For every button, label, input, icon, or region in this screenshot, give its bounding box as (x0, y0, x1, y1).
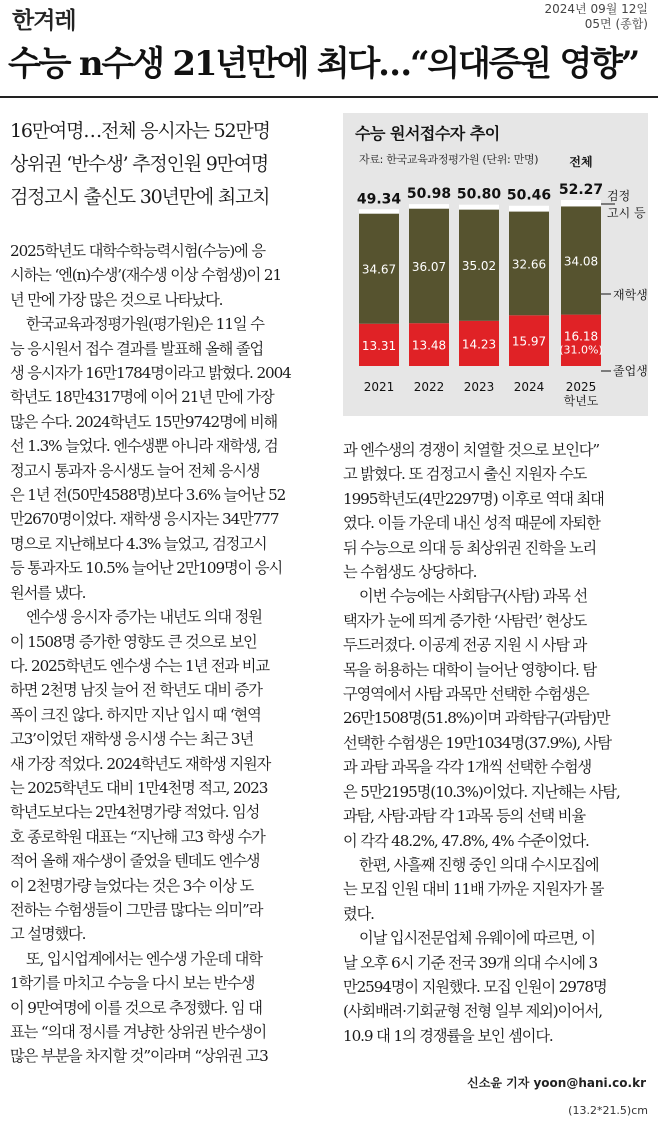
article-line: 정고시 통과자 응시생도 늘어 전체 응시생 (10, 461, 260, 480)
article-line: 뒤 수능으로 의대 등 최상위권 진학을 노리 (343, 538, 597, 557)
article-line: 만2670명이었다. 재학생 응시자는 34만777 (10, 510, 279, 529)
article-line: 이 각각 48.2%, 47.8%, 4% 수준이었다. (343, 831, 589, 850)
legend-enrolled: 재학생 (613, 288, 648, 302)
article-line: 과 엔수생의 경쟁이 치열할 것으로 보인다” (343, 441, 600, 459)
article-line: 한편, 사흘째 진행 중인 의대 수시모집에 (359, 855, 599, 874)
article-line: 등 통과자도 10.5% 늘어난 2만109명이 응시 (10, 559, 283, 578)
article-line: 호 종로학원 대표는 “지난해 고3 학생 수가 (10, 827, 265, 846)
article-line: 이날 입시전문업체 유웨이에 따르면, 이 (359, 929, 595, 948)
article-line: 고3’이었던 재학생 응시생 수는 최근 3년 (10, 730, 254, 749)
x-tick-label: 2022 (413, 380, 445, 394)
label-enrolled: 35.02 (461, 259, 497, 274)
article-line: 전하는 수험생들이 그만큼 많다는 의미”라 (10, 900, 263, 919)
article-line: 는 2025학년도 대비 1만4천명 적고, 2023 (10, 778, 268, 797)
article-line: 날 오후 6시 기준 전국 39개 의대 수시에 3 (343, 953, 598, 972)
headline: 수능 n수생 21년만에 최다…“의대증원 영향” (8, 44, 639, 84)
article-line: 시하는 ‘엔(n)수생’(재수생 이상 수험생)이 21 (10, 266, 282, 285)
article-line: 만2594명이 지원했다. 모집 인원이 2978명 (343, 977, 607, 996)
bar-ged (409, 204, 449, 209)
article-line: 택자가 눈에 띄게 증가한 ‘사탐런’ 현상도 (343, 611, 587, 630)
label-total: 50.80 (456, 186, 502, 203)
label-total: 49.34 (356, 191, 402, 208)
total-caption: 전체 (569, 155, 593, 169)
article-column-right (343, 438, 653, 1048)
x-tick-label: 2023 (463, 380, 495, 394)
article-line: 1995학년도(4만2297명) 이후로 역대 최대 (343, 489, 604, 508)
article-line: 는 모집 인원 대비 11배 가까운 지원자가 몰 (343, 880, 604, 899)
article-line: 과 과탐 과목을 각각 1개씩 선택한 수험생 (343, 758, 592, 777)
article-line: 한국교육과정평가원(평가원)은 11일 수 (26, 315, 264, 334)
article-line: 였다. 이들 가운데 내신 성적 때문에 자퇴한 (343, 514, 600, 533)
label-graduates: 13.31 (361, 338, 397, 353)
article-line: 26만1508명(51.8%)이며 과학탐구(과탐)만 (343, 709, 610, 728)
article-line: 학년도 18만4317명에 이어 21년 만에 가장 (10, 388, 274, 407)
article-line: 적어 올해 재수생이 줄었을 텐데도 엔수생 (10, 852, 260, 871)
x-tick-label: 2024 (513, 380, 545, 394)
headline-divider (0, 96, 658, 98)
article-line: 2025학년도 대학수학능력시험(수능)에 응 (10, 242, 265, 260)
size-note: (13.2*21.5)cm (568, 1104, 648, 1117)
chart-title: 수능 원서접수자 추이 (355, 124, 500, 143)
label-total: 50.98 (406, 186, 452, 203)
label-enrolled: 36.07 (411, 259, 447, 274)
chart-source: 자료: 한국교육과정평가원 (단위: 만명) (359, 153, 539, 166)
article-line: 1학기를 마치고 수능을 다시 보는 반수생 (10, 974, 255, 993)
article-line: 새 가장 적었다. 2024학년도 재학생 지원자 (10, 754, 271, 773)
subhead-1: 16만여명…전체 응시자는 52만명 (10, 120, 270, 142)
article-line: 또, 입시업계에서는 엔수생 가운데 대학 (26, 949, 262, 968)
label-graduates: 16.18 (563, 329, 599, 344)
label-graduates: 15.97 (511, 334, 547, 349)
article-line: 과탐, 사탐·과탐 각 1과목 등의 선택 비율 (343, 807, 585, 826)
article-line: 두드러졌다. 이공계 전공 지원 시 사탐 과 (343, 636, 587, 655)
subhead-2: 상위권 ‘반수생’ 추정인원 9만여명 (10, 153, 269, 175)
article-line: 고 설명했다. (10, 925, 86, 944)
article-line: 명으로 지난해보다 4.3% 늘었고, 검정고시 (10, 534, 267, 553)
label-total: 50.46 (506, 187, 552, 204)
article-line: 선 1.3% 늘었다. 엔수생뿐 아니라 재학생, 검 (10, 437, 278, 456)
article-line: 폭이 크진 않다. 하지만 지난 입시 때 ‘현역 (10, 705, 261, 724)
bar-ged (509, 206, 549, 212)
article-line: 이 2천명가량 늘었다는 것은 3수 이상 도 (10, 876, 254, 895)
article-line: 렸다. (343, 904, 374, 923)
issue-date: 2024년 09월 12일 (544, 2, 648, 16)
article-line: (사회배려·기회균형 전형 일부 제외)이어서, (343, 1002, 602, 1021)
article-line: 이 9만여명에 이를 것으로 추정했다. 임 대 (10, 998, 262, 1017)
article-column-left (10, 239, 330, 1069)
article-line: 목을 허용하는 대학이 늘어난 영향이다. 탐 (343, 660, 597, 679)
legend-ged-1: 검정 (607, 189, 631, 203)
label-graduates: 13.48 (411, 338, 447, 353)
article-line: 10.9 대 1의 경쟁률을 보인 셈이다. (343, 1026, 553, 1045)
share-note: (31.0%) (559, 343, 603, 357)
article-line: 하면 2천명 남짓 늘어 전 학년도 대비 증가 (10, 681, 262, 700)
article-line: 년 만에 가장 많은 것으로 나타났다. (10, 290, 223, 309)
article-line: 능 응시원서 접수 결과를 발표해 올해 졸업 (10, 339, 264, 358)
label-total: 52.27 (558, 182, 604, 198)
article-line: 은 1년 전(50만4588명)보다 3.6% 늘어난 52 (10, 486, 286, 505)
page-number: 05면 (종합) (584, 17, 648, 31)
newspaper-logo: 한겨레 (12, 8, 76, 34)
label-enrolled: 34.08 (563, 254, 599, 269)
label-enrolled: 32.66 (511, 257, 547, 272)
x-tick-label: 2021 (363, 380, 395, 394)
label-graduates: 14.23 (461, 337, 497, 352)
article-line: 엔수생 응시자 증가는 내년도 의대 정원 (26, 608, 262, 627)
legend-ged-2: 고시 등 (607, 206, 646, 220)
article-line: 다. 2025학년도 엔수생 수는 1년 전과 비교 (10, 656, 269, 675)
x-axis-suffix: 학년도 (563, 394, 599, 408)
article-line: 은 5만2195명(10.3%)이었다. 지난해는 사탐, (343, 782, 620, 801)
article-line: 선택한 수험생은 19만1034명(37.9%), 사탐 (343, 733, 611, 752)
label-enrolled: 34.67 (361, 262, 397, 277)
legend-graduates: 졸업생 (613, 364, 648, 378)
article-line: 생 응시자가 16만1784명이라고 밝혔다. 2004 (10, 364, 291, 383)
article-line: 고 밝혔다. 또 검정고시 출신 지원자 수도 (343, 465, 587, 484)
bar-ged (359, 209, 399, 213)
byline: 신소윤 기자 yoon@hani.co.kr (467, 1076, 646, 1090)
bar-ged (561, 200, 601, 206)
x-tick-label: 2025 (565, 380, 597, 394)
article-line: 원서를 냈다. (10, 583, 86, 602)
stacked-bar-chart (343, 113, 648, 416)
subheads (10, 115, 335, 214)
article-line: 표는 “의대 정시를 겨냥한 상위권 반수생이 (10, 1023, 267, 1041)
article-line: 는 수험생도 상당하다. (343, 563, 477, 582)
subhead-3: 검정고시 출신도 30년만에 최고치 (10, 186, 270, 208)
article-line: 이번 수능에는 사회탐구(사탐) 과목 선 (359, 587, 588, 606)
article-line: 학년도보다는 2만4천명가량 적었다. 임성 (10, 803, 260, 822)
article-line: 구영역에서 사탐 과목만 선택한 수험생은 (343, 685, 589, 704)
article-line: 많은 수다. 2024학년도 15만9742명에 비해 (10, 412, 278, 431)
article-line: 이 1508명 증가한 영향도 큰 것으로 보인 (10, 632, 257, 651)
article-line: 많은 부분을 차지할 것”이라며 “상위권 고3 (10, 1047, 268, 1066)
bar-ged (459, 205, 499, 210)
